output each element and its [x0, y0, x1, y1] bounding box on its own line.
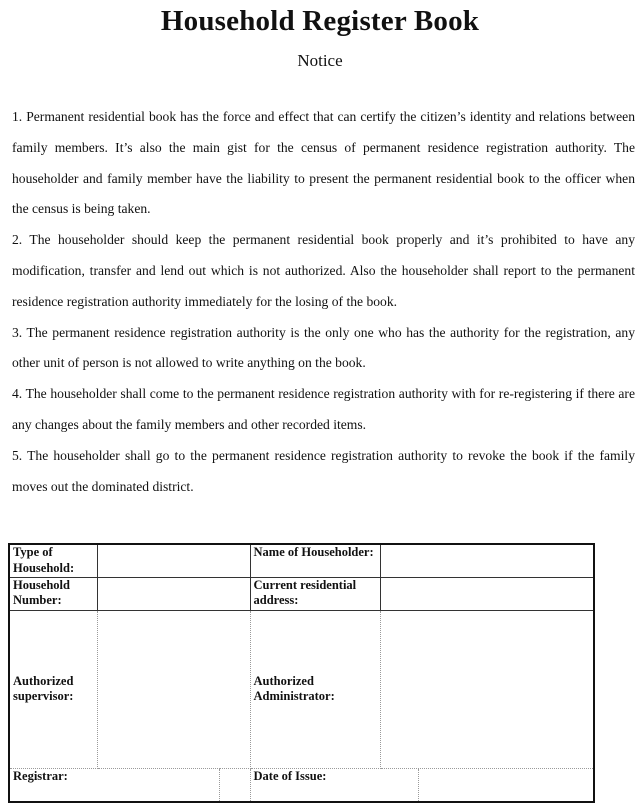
authorized-supervisor-field[interactable]	[97, 610, 250, 768]
current-address-label: Current residential address:	[250, 577, 380, 610]
notice-item-2: 2. The householder should keep the permanent residential book properly and it’s prohibited to have any modification, transfer and lend out which is not authorized. Also the householder shall report to the permanent residence registration authority immediately for the losing of the book.	[12, 232, 635, 309]
authorized-administrator-label: Authorized Administrator:	[250, 610, 380, 768]
notice-item-1: 1. Permanent residential book has the force and effect that can certify the citizen’s identity and relations between family members. It’s also the main gist for the census of permanent residence registration authority. The householder and family member have the liability to present the permanent residential book to the officer when the census is being taken.	[12, 109, 635, 217]
registrar-field[interactable]	[219, 768, 250, 802]
date-of-issue-field[interactable]	[418, 768, 594, 802]
notice-heading: Notice	[297, 51, 343, 70]
current-address-field[interactable]	[380, 577, 594, 610]
type-of-household-label: Type of Household:	[9, 544, 97, 577]
notice-item-4: 4. The householder shall come to the permanent residence registration authority with for re-registering if there are any changes about the family members and other recorded items.	[12, 386, 635, 432]
type-of-household-field[interactable]	[97, 544, 250, 577]
household-number-field[interactable]	[97, 577, 250, 610]
name-of-householder-label: Name of Householder:	[250, 544, 380, 577]
page-title: Household Register Book	[160, 5, 480, 37]
date-of-issue-label: Date of Issue:	[250, 768, 418, 802]
registrar-label: Registrar:	[9, 768, 219, 802]
authorized-administrator-field[interactable]	[380, 610, 594, 768]
notice-item-5: 5. The householder shall go to the permanent residence registration authority to revoke the book if the family moves out the dominated district.	[12, 447, 635, 494]
notice-item-3: 3. The permanent residence registration authority is the only one who has the authority for the registration, any other unit of person is not allowed to write anything on the book.	[12, 324, 635, 371]
household-registration-form	[8, 543, 595, 803]
household-number-label: Household Number:	[9, 577, 97, 610]
notice-text	[12, 102, 635, 502]
name-of-householder-field[interactable]	[380, 544, 594, 577]
authorized-supervisor-label: Authorized supervisor:	[9, 610, 97, 768]
